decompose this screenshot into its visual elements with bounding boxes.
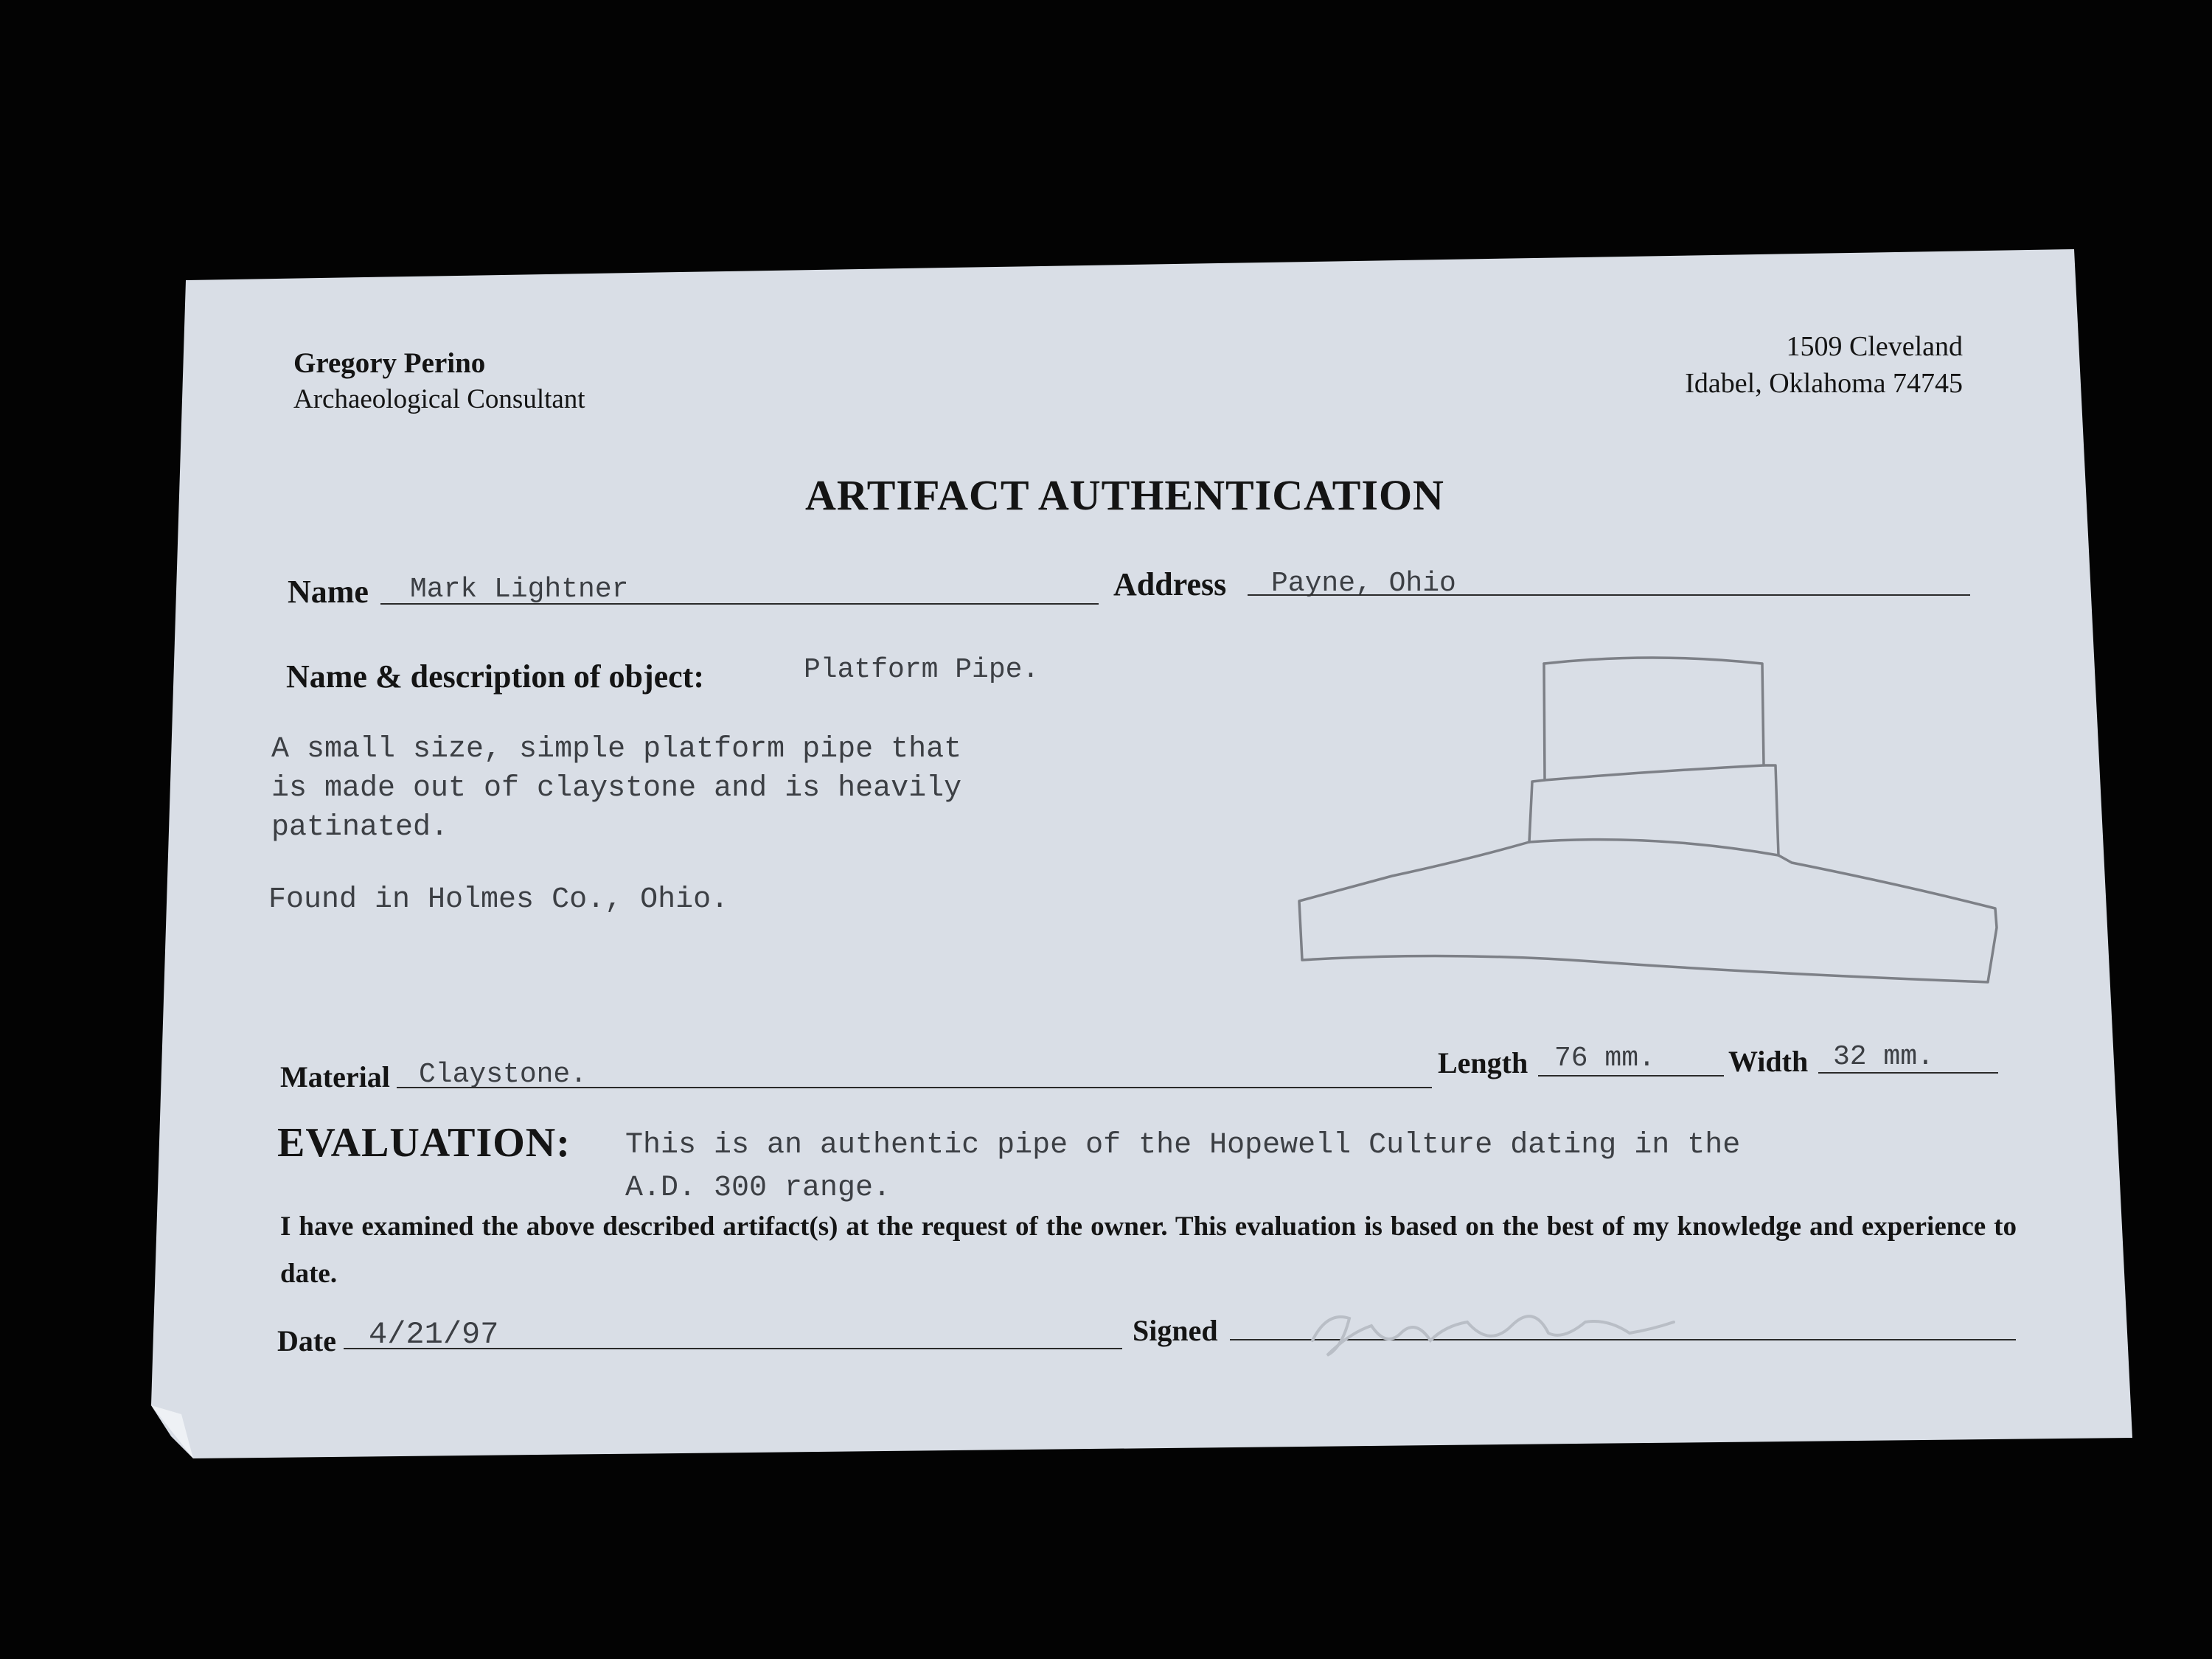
examiner-statement: I have examined the above described artifact(s) at the request of the owner. This evaluation is based on the best of my knowledge and experience to date. [280,1211,2017,1289]
width-label: Width [1728,1045,1809,1078]
object-value: Platform Pipe. [804,654,1040,686]
address-line-2: Idabel, Oklahoma 74745 [1685,368,1963,399]
name-line [380,603,1099,605]
width-value: 32 mm. [1833,1041,1934,1073]
evaluation-text: This is an authentic pipe of the Hopewell Culture dating in the A.D. 300 range. [625,1129,1741,1205]
found-location: Found in Holmes Co., Ohio. [268,883,729,917]
signature-mark [1298,1289,1681,1370]
name-value: Mark Lightner [410,574,629,605]
date-line [344,1348,1122,1349]
length-value: 76 mm. [1554,1043,1655,1074]
signed-label: Signed [1133,1314,1218,1347]
date-value: 4/21/97 [369,1317,499,1352]
address-label: Address [1113,566,1227,602]
width-line [1818,1072,1998,1074]
material-value: Claystone. [419,1059,588,1091]
form-title: ARTIFACT AUTHENTICATION [805,471,1444,519]
evaluation-label: EVALUATION: [277,1120,571,1166]
material-line [397,1087,1432,1088]
date-label: Date [277,1324,336,1357]
consultant-name: Gregory Perino [293,347,486,379]
address-value: Payne, Ohio [1271,568,1456,599]
address-line [1248,594,1970,596]
object-label: Name & description of object: [286,658,704,695]
object-description: A small size, simple platform pipe that is made out of claystone and is heavily patinated. [271,733,962,844]
length-label: Length [1438,1046,1528,1079]
consultant-title: Archaeological Consultant [293,384,585,414]
name-label: Name [288,574,369,610]
material-label: Material [280,1060,390,1093]
address-line-1: 1509 Cleveland [1786,331,1963,362]
pipe-sketch [1283,641,2006,995]
length-line [1538,1075,1724,1077]
